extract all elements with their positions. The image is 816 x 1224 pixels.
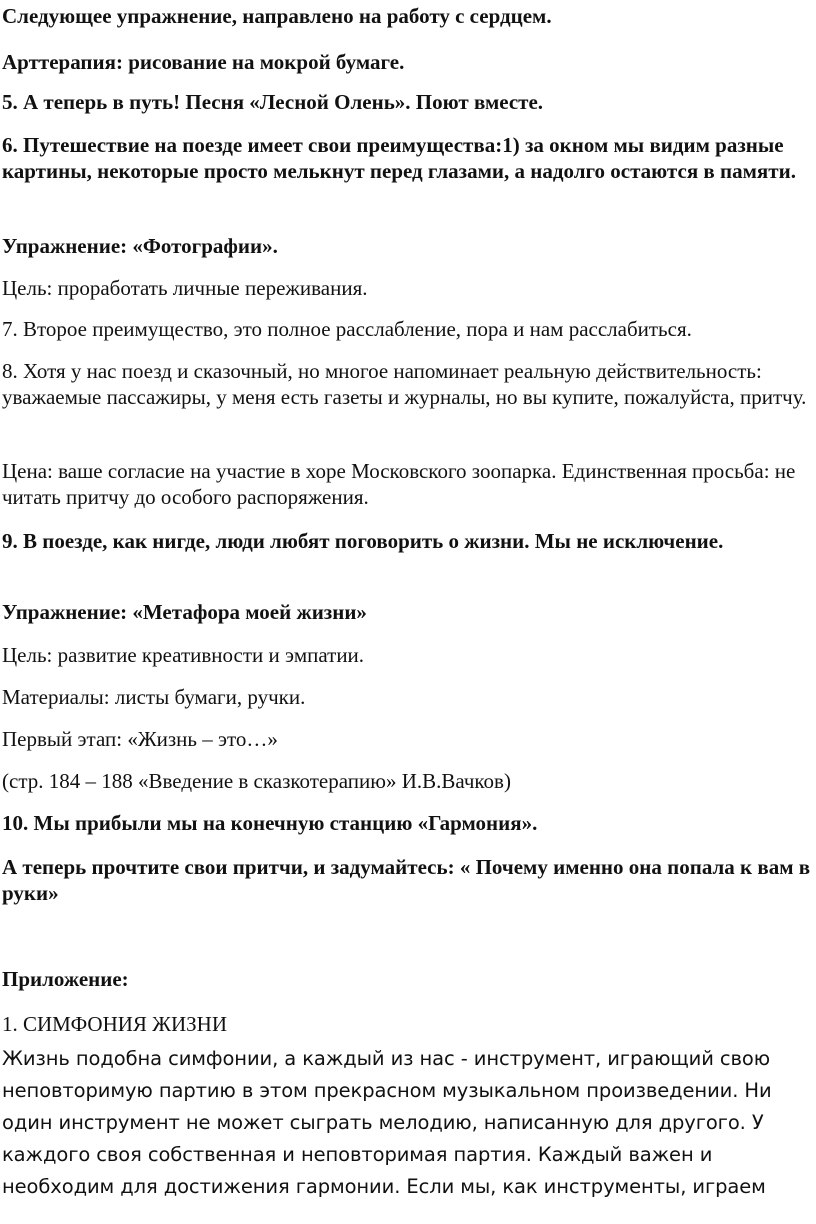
paragraph-reference: (стр. 184 – 188 «Введение в сказкотерапию» И.В.Вачков) xyxy=(2,769,511,793)
paragraph-goal-photos: Цель: проработать личные переживания. xyxy=(2,276,368,300)
paragraph-first-stage: Первый этап: «Жизнь – это…» xyxy=(2,727,278,751)
paragraph-read-parables: А теперь прочтите свои притчи, и задумайтесь: « Почему именно она попала к вам в руки» xyxy=(2,855,811,905)
paragraph-step-5: 5. А теперь в путь! Песня «Лесной Олень». Поют вместе. xyxy=(2,90,544,114)
paragraph-exercise-photos: Упражнение: «Фотографии». xyxy=(2,234,278,258)
paragraph-step-9: 9. В поезде, как нигде, люди любят поговорить о жизни. Мы не исключение. xyxy=(2,529,724,553)
paragraph-step-7: 7. Второе преимущество, это полное расслабление, пора и нам расслабиться. xyxy=(2,317,692,341)
paragraph-price: Цена: ваше согласие на участие в хоре Московского зоопарка. Единственная просьба: не читать притчу до особого распоряжения. xyxy=(2,459,796,509)
paragraph-step-6: 6. Путешествие на поезде имеет свои преимущества:1) за окном мы видим разные картины, некоторые просто мелькнут перед глазами, а надолго остаются в памяти. xyxy=(2,133,796,183)
appendix-text-symphony: Жизнь подобна симфонии, а каждый из нас - инструмент, играющий свою неповторимую партию в этом прекрасном музыкальном произведении. Ни один инструмент не может сыграть мелодию, написанную для другого. У каждого своя собственная и неповторимая партия. Каждый важен и необходим для достижения гармонии. Если мы, как инструменты, играем xyxy=(2,1047,772,1198)
paragraph-exercise-metaphor: Упражнение: «Метафора моей жизни» xyxy=(2,600,367,624)
paragraph-step-8: 8. Хотя у нас поезд и сказочный, но многое напоминает реальную действительность: уважаемые пассажиры, у меня есть газеты и журналы, но вы купите, пожалуйста, притчу. xyxy=(2,359,807,409)
appendix-title-symphony: 1. СИМФОНИЯ ЖИЗНИ xyxy=(2,1012,228,1036)
paragraph-exercise-heart: Следующее упражнение, направлено на работу с сердцем. xyxy=(2,4,552,28)
paragraph-step-10: 10. Мы прибыли мы на конечную станцию «Гармония». xyxy=(2,811,538,835)
paragraph-materials: Материалы: листы бумаги, ручки. xyxy=(2,685,306,709)
paragraph-goal-metaphor: Цель: развитие креативности и эмпатии. xyxy=(2,643,365,667)
appendix-heading: Приложение: xyxy=(2,967,129,991)
paragraph-art-therapy: Арттерапия: рисование на мокрой бумаге. xyxy=(2,50,405,74)
